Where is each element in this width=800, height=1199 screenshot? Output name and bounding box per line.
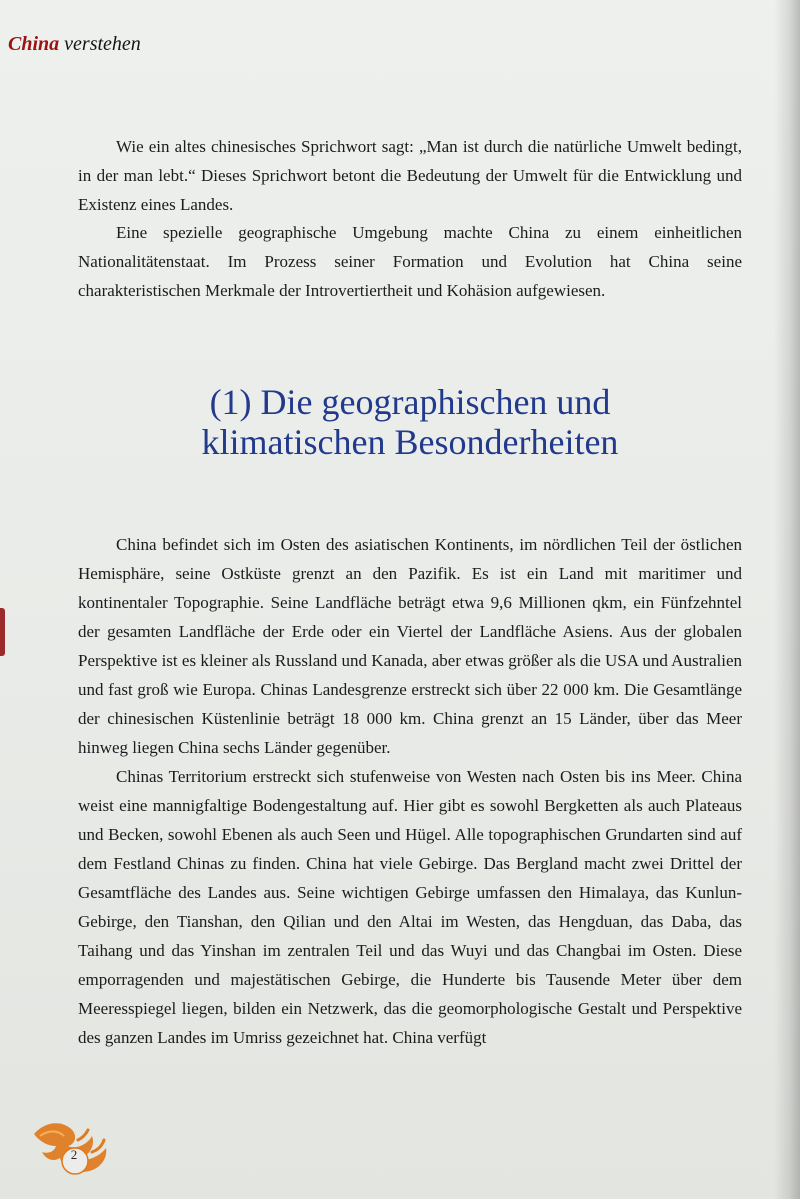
body-paragraph: Chinas Territorium erstreckt sich stufenweise von Westen nach Osten bis ins Meer. China weist eine mannigfaltige Bodengestaltung auf. Hier gibt es sowohl Bergketten als auch Plateaus und Becken, sowohl Ebenen als auch Seen und Hügel. Alle topographischen Grundarten sind auf dem Festland Chinas zu finden. China hat viele Gebirge. Das Bergland macht zwei Drittel der Gesamtfläche des Landes aus. Seine wichtigen Gebirge umfassen den Himalaya, das Kunlun-Gebirge, den Tianshan, den Qilian und den Altai im Westen, das Hengduan, das Daba, das Taihang und das Yinshan im zentralen Teil und das Wuyi und das Changbai im Osten. Diese emporragenden und majestätischen Gebirge, die Hunderte bis Tausende Meter über dem Meeresspiegel liegen, bilden ein Netzwerk, das die geomorphologische Gestalt und Perspektive des ganzen Landes im Umriss gezeichnet hat. China verfügt xyxy=(78,767,742,1047)
section-heading-line: (1) Die geographischen und xyxy=(209,382,611,422)
running-header-rest: verstehen xyxy=(59,33,141,55)
body-text xyxy=(78,530,742,1052)
section-heading-line: klimatischen Besonderheiten xyxy=(201,422,619,462)
body-paragraph: China befindet sich im Osten des asiatischen Kontinents, im nördlichen Teil der östlichen Hemisphäre, seine Ostküste grenzt an den Pazifik. Es ist ein Land mit maritimer und kontinentaler Topographie. Seine Landfläche beträgt etwa 9,6 Millionen qkm, ein Fünfzehntel der gesamten Landfläche der Erde oder ein Viertel der Landfläche Asiens. Aus der globalen Perspektive ist es kleiner als Russland und Kanada, aber etwas größer als die USA und Australien und fast groß wie Europa. Chinas Landesgrenze erstreckt sich über 22 000 km. Die Gesamtlänge der chinesischen Küstenlinie beträgt 18 000 km. China grenzt an 15 Länder, über das Meer hinweg liegen China sechs Länder gegenüber. xyxy=(78,535,742,757)
edge-tab-mark xyxy=(0,608,5,656)
intro-paragraph: Eine spezielle geographische Umgebung machte China zu einem einheitlichen Nationalitätenstaat. Im Prozess seiner Formation und Evolution hat China seine charakteristischen Merkmale der Introvertiertheit und Kohäsion aufgewiesen. xyxy=(78,223,742,300)
intro-text xyxy=(78,133,742,306)
page-number: 2 xyxy=(70,1147,78,1162)
running-header xyxy=(8,33,141,56)
running-header-brand: China xyxy=(8,33,60,55)
spine-shadow xyxy=(774,0,800,1199)
intro-paragraph: Wie ein altes chinesisches Sprichwort sagt: „Man ist durch die natürliche Umwelt bedingt, in der man lebt.“ Dieses Sprichwort betont die Bedeutung der Umwelt für die Entwicklung und Existenz eines Landes. xyxy=(78,137,742,214)
dragon-ornament-icon xyxy=(30,1116,114,1176)
section-heading xyxy=(60,382,760,462)
